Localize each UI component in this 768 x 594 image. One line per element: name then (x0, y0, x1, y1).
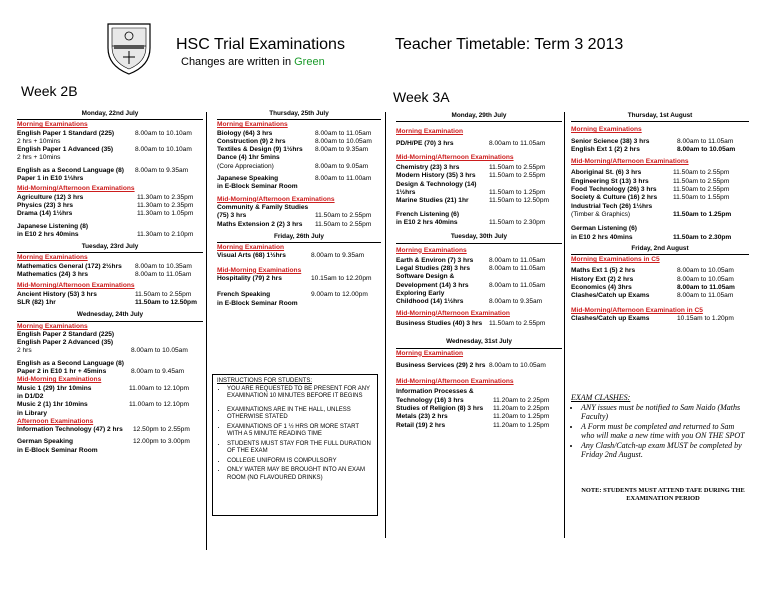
section-heading: Morning Examination (396, 349, 464, 357)
instruction-item: • COLLEGE UNIFORM IS COMPULSORY (227, 458, 373, 466)
exam-row: Aboriginal St. (6) 3 hrs 11.50am to 2.55pm (571, 169, 730, 177)
exam-row: Software Design & (396, 273, 455, 281)
exam-row: Physics (23) 3 hrs 11.30am to 2.35pm (17, 201, 194, 209)
exam-row: Dance (4) 1hr 5mins (217, 154, 280, 162)
exam-row: Japanese Listening (8) (17, 222, 89, 230)
exam-row: Business Studies (40) 3 hrs 11.50am to 2.55pm (396, 319, 546, 327)
week-3a-heading: Week 3A (393, 89, 450, 105)
exam-row: Community & Family Studies (217, 203, 309, 211)
exam-row: Visual Arts (68) 1½hrs 8.00am to 9.35am (217, 252, 365, 260)
day-heading: Tuesday, 23rd July (17, 243, 203, 253)
exam-row: Textiles & Design (9) 1½hrs 8.00am to 9.35am (217, 146, 369, 154)
instruction-item: • EXAMINATIONS OF 1 ½ HRS OR MORE START WITH A 5 MINUTE READING TIME (227, 424, 373, 439)
instructions-title: INSTRUCTIONS FOR STUDENTS: (217, 378, 313, 384)
day-heading: Friday, 2nd August (571, 245, 749, 255)
exam-row: Japanese Speaking 8.00am to 11.00am (217, 175, 372, 183)
exam-location: in D1/D2 (17, 392, 44, 400)
exam-row: (Timber & Graphics) 11.50am to 1.25pm (571, 210, 732, 218)
column-week3a-mon-wed (396, 112, 562, 430)
day-heading: Monday, 22nd July (17, 110, 203, 120)
exam-row: PD/H/PE (70) 3 hrs 8.00am to 11.05am (396, 139, 546, 147)
clash-rule: • A Form must be completed and returned to Sam who will make a new time with you ON THE SPOT (581, 422, 749, 441)
exam-row: Senior Science (38) 3 hrs 8.00am to 11.05am (571, 137, 734, 145)
exam-row: Information Processes & (396, 388, 474, 396)
exam-location: in Library (17, 409, 48, 417)
exam-row: Society & Culture (16) 2 hrs 11.50am to 1.55pm (571, 194, 730, 202)
exam-row: History Ext (2) 2 hrs 8.00am to 10.05am (571, 275, 734, 283)
exam-duration: Paper 1 in E10 1⅓hrs (17, 175, 84, 183)
exam-row: Ancient History (53) 3 hrs 11.50am to 2.55pm (17, 290, 192, 298)
section-heading: Morning Examination (396, 128, 464, 136)
exam-row: Legal Studies (28) 3 hrs 8.00am to 11.05am (396, 265, 546, 273)
exam-clashes-title: EXAM CLASHES: (571, 393, 631, 402)
column-week2b-thu-fri (217, 110, 381, 308)
subtitle: Changes are written in Green (181, 56, 325, 68)
exam-row: English Paper 1 Advanced (35) 8.00am to 10.10am (17, 146, 192, 154)
exam-row: Construction (9) 2 hrs 8.00am to 10.05am (217, 137, 372, 145)
day-heading: Monday, 29th July (396, 112, 562, 122)
section-heading: Mid-Morning/Afternoon Examinations (17, 282, 135, 290)
clash-rule: • Any Clash/Catch-up exam MUST be completed by Friday 2nd August. (581, 441, 749, 460)
column-divider (564, 112, 565, 538)
exam-row: Information Technology (47) 2 hrs 12.50pm to 2.55pm (17, 426, 190, 434)
exam-row: English Paper 2 Standard (225) (17, 330, 115, 338)
exam-row: English Ext 1 (2) 2 hrs 8.00am to 10.05am (571, 145, 736, 153)
exam-row: French Listening (6) (396, 210, 460, 218)
exam-row: Studies of Religion (8) 3 hrs 11.20am to 2.25pm (396, 405, 550, 413)
exam-row: 1½hrs 11.50am to 1.25pm (396, 189, 546, 197)
exam-row: French Speaking 9.00am to 12.00pm (217, 291, 368, 299)
exam-row: Metals (23) 2 hrs 11.20am to 1.25pm (396, 413, 550, 421)
exam-row: English Paper 1 Standard (225) 8.00am to 10.10am (17, 129, 192, 137)
title-left: HSC Trial Examinations (176, 36, 345, 53)
exam-row: German Speaking 12.00pm to 3.00pm (17, 438, 190, 446)
exam-row: SLR (82) 1hr 11.50am to 12.50pm (17, 298, 197, 306)
exam-row: Drama (14) 1½hrs 11.30am to 1.05pm (17, 210, 194, 218)
instructions-list (217, 386, 373, 483)
exam-row: (Core Appreciation) 8.00am to 9.05am (217, 162, 369, 170)
section-heading: Mid-Morning/Afternoon Examination in C5 (571, 306, 703, 314)
exam-row: German Listening (6) (571, 225, 637, 233)
section-heading: Morning Examinations (571, 126, 642, 134)
column-divider (206, 112, 207, 550)
exam-row: Paper 2 in E10 1 hr + 45mins 8.00am to 9.45am (17, 368, 185, 376)
exam-duration: 2 hrs + 10mins (17, 137, 61, 145)
exam-row: Technology (16) 3 hrs 11.20am to 2.25pm (396, 396, 550, 404)
exam-row: Engineering St (13) 3 hrs 11.50am to 2.55pm (571, 177, 730, 185)
section-heading: Mid-Morning/Afternoon Examinations (217, 195, 335, 203)
exam-row: Clashes/Catch up Exams 8.00am to 11.05am (571, 292, 734, 300)
instruction-item: • STUDENTS MUST STAY FOR THE FULL DURATION OF THE EXAM (227, 441, 373, 456)
exam-row: Mathematics General (172) 2½hrs 8.00am to 10.35am (17, 262, 192, 270)
exam-row: Food Technology (26) 3 hrs 11.50am to 2.55pm (571, 186, 730, 194)
section-heading: Afternoon Examinations (17, 417, 94, 425)
exam-row: in E10 2 hrs 40mins 11.50am to 2.30pm (571, 233, 732, 241)
exam-row: Childhood (14) 1½hrs 8.00am to 9.35am (396, 298, 543, 306)
section-heading: Morning Examinations (17, 254, 88, 262)
exam-row: Hospitality (79) 2 hrs 10.15am to 12.20pm (217, 275, 372, 283)
exam-duration: 2 hrs + 10mins (17, 154, 61, 162)
exam-row: Music 2 (1) 1hr 10mins 11.00am to 12.10pm (17, 401, 189, 409)
day-heading: Thursday, 25th July (217, 110, 381, 120)
exam-row: Mathematics (24) 3 hrs 8.00am to 11.05am (17, 271, 192, 279)
exam-row: English as a Second Language (8) (17, 359, 124, 367)
exam-row: Biology (64) 3 hrs 8.00am to 11.05am (217, 129, 372, 137)
exam-row: Development (14) 3 hrs 8.00am to 11.05am (396, 281, 546, 289)
week-2b-heading: Week 2B (21, 83, 78, 99)
exam-clashes-list (571, 403, 749, 460)
instruction-item: • ONLY WATER MAY BE BROUGHT INTO AN EXAM ROOM (NO FLAVOURED DRINKS) (227, 467, 373, 482)
exam-row: Economics (4) 3hrs 8.00am to 11.05am (571, 284, 735, 292)
exam-row: (75) 3 hrs 11.50am to 2.55pm (217, 212, 372, 220)
college-crest-logo (104, 20, 154, 76)
section-heading: Mid-Morning/Afternoon Examinations (396, 378, 514, 386)
exam-row: Chemistry (23) 3 hrs 11.50am to 2.55pm (396, 164, 546, 172)
section-heading: Morning Examinations (217, 121, 288, 129)
exam-row: English Paper 2 Advanced (35) (17, 339, 114, 347)
column-week3a-thu-fri (571, 112, 749, 323)
exam-location: in E-Block Seminar Room (217, 299, 298, 307)
section-heading: Morning Examinations (17, 322, 88, 330)
exam-row: Business Services (29) 2 hrs 8.00am to 10.05am (396, 361, 546, 369)
section-heading: Mid-Morning/Afternoon Examinations (17, 185, 135, 193)
clash-rule: • ANY issues must be notified to Sam Naido (Maths Faculty) (581, 403, 749, 422)
section-heading: Morning Examination (217, 244, 285, 252)
exam-row: Modern History (35) 3 hrs 11.50am to 2.55pm (396, 172, 546, 180)
column-week2b-mon-wed (17, 110, 203, 455)
tafe-note: NOTE: STUDENTS MUST ATTEND TAFE DURING THE EXAMINATION PERIOD (581, 487, 745, 502)
day-heading: Wednesday, 31st July (396, 338, 562, 348)
section-heading: Mid-Morning Examinations (217, 266, 302, 274)
exam-location: in E-Block Seminar Room (17, 446, 98, 454)
section-heading: Mid-Morning/Afternoon Examinations (396, 153, 514, 161)
exam-row: Retail (19) 2 hrs 11.20am to 1.25pm (396, 421, 550, 429)
exam-row: Agriculture (12) 3 hrs 11.30am to 2.35pm (17, 193, 194, 201)
exam-row: Exploring Early (396, 290, 445, 298)
day-heading: Friday, 26th July (217, 233, 381, 243)
exam-location: in E-Block Seminar Room (217, 183, 298, 191)
exam-row: Music 1 (29) 1hr 10mins 11.00am to 12.10pm (17, 384, 189, 392)
section-heading: Mid-Morning/Afternoon Examination (396, 309, 510, 317)
green-word: Green (294, 56, 325, 68)
instructions-box (212, 374, 378, 516)
section-heading: Mid-Morning/Afternoon Examinations (571, 158, 689, 166)
exam-clashes-block (571, 393, 749, 460)
title-right: Teacher Timetable: Term 3 2013 (395, 36, 624, 53)
exam-row: English as a Second Language (8) 8.00am to 9.35am (17, 166, 189, 174)
exam-row: in E10 2 hrs 40mins 11.30am to 2.10pm (17, 230, 194, 238)
instruction-item: • YOU ARE REQUESTED TO BE PRESENT FOR ANY EXAMINATION 10 MINUTES BEFORE IT BEGINS (227, 386, 373, 401)
section-heading: Morning Examinations (396, 246, 467, 254)
exam-row: Earth & Environ (7) 3 hrs 8.00am to 11.05am (396, 256, 546, 264)
exam-row: Maths Ext 1 (5) 2 hrs 8.00am to 10.05am (571, 267, 734, 275)
exam-row: 2 hrs 8.00am to 10.05am (17, 347, 188, 355)
day-heading: Tuesday, 30th July (396, 233, 562, 243)
exam-row: Clashes/Catch up Exams 10.15am to 1.20pm (571, 314, 734, 322)
day-heading: Wednesday, 24th July (17, 311, 203, 321)
exam-row: in E10 2 hrs 40mins 11.50am to 2.30pm (396, 218, 546, 226)
instruction-item: • EXAMINATIONS ARE IN THE HALL, UNLESS OTHERWISE STATED (227, 407, 373, 422)
exam-row: Design & Technology (14) (396, 180, 477, 188)
section-heading: Morning Examinations in C5 (571, 256, 660, 264)
exam-row: Marine Studies (21) 1hr 11.50am to 12.50pm (396, 197, 549, 205)
day-heading: Thursday, 1st August (571, 112, 749, 122)
exam-row: Maths Extension 2 (2) 3 hrs 11.50am to 2.55pm (217, 220, 372, 228)
section-heading: Mid-Morning Examinations (17, 376, 102, 384)
exam-row: Industrial Tech (26) 1½hrs (571, 202, 653, 210)
section-heading: Morning Examinations (17, 121, 88, 129)
column-divider (385, 112, 386, 538)
